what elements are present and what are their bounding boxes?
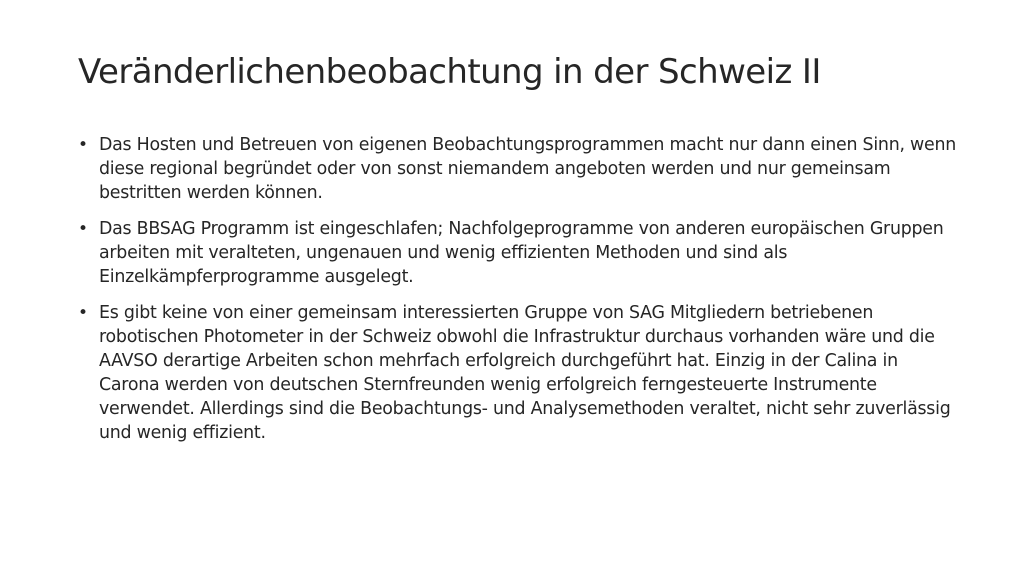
bullet-marker: •	[78, 219, 88, 239]
bullet-item-1	[78, 133, 958, 205]
bullet-item-3	[78, 301, 958, 445]
bullet-text-2: Das BBSAG Programm ist eingeschlafen; Nachfolgeprogramme von anderen europäischen Gruppen arbeiten mit veralteten, ungenauen und wenig effizienten Methoden und sind als Einzelkämpferprogramme ausgelegt.	[99, 219, 944, 287]
bullet-text-3: Es gibt keine von einer gemeinsam interessierten Gruppe von SAG Mitgliedern betriebenen robotischen Photometer in der Schweiz obwohl die Infrastruktur durchaus vorhanden wäre und die AAVSO derartige Arbeiten schon mehrfach erfolgreich durchgeführt hat. Einzig in der Calina in Carona werden von deutschen Sternfreunden wenig erfolgreich ferngesteuerte Instrumente verwendet. Allerdings sind die Beobachtungs- und Analysemethoden veraltet, nicht sehr zuverlässig und wenig effizient.	[99, 303, 951, 443]
bullet-item-2	[78, 217, 958, 289]
bullet-text-1: Das Hosten und Betreuen von eigenen Beobachtungsprogrammen macht nur dann einen Sinn, wenn diese regional begründet oder von sonst niemandem angeboten werden und nur gemeinsam bestritten werden können.	[99, 135, 956, 203]
bullet-marker: •	[78, 135, 88, 155]
bullet-marker: •	[78, 303, 88, 323]
bullet-list	[78, 133, 958, 457]
slide-title: Veränderlichenbeobachtung in der Schweiz II	[78, 52, 821, 92]
